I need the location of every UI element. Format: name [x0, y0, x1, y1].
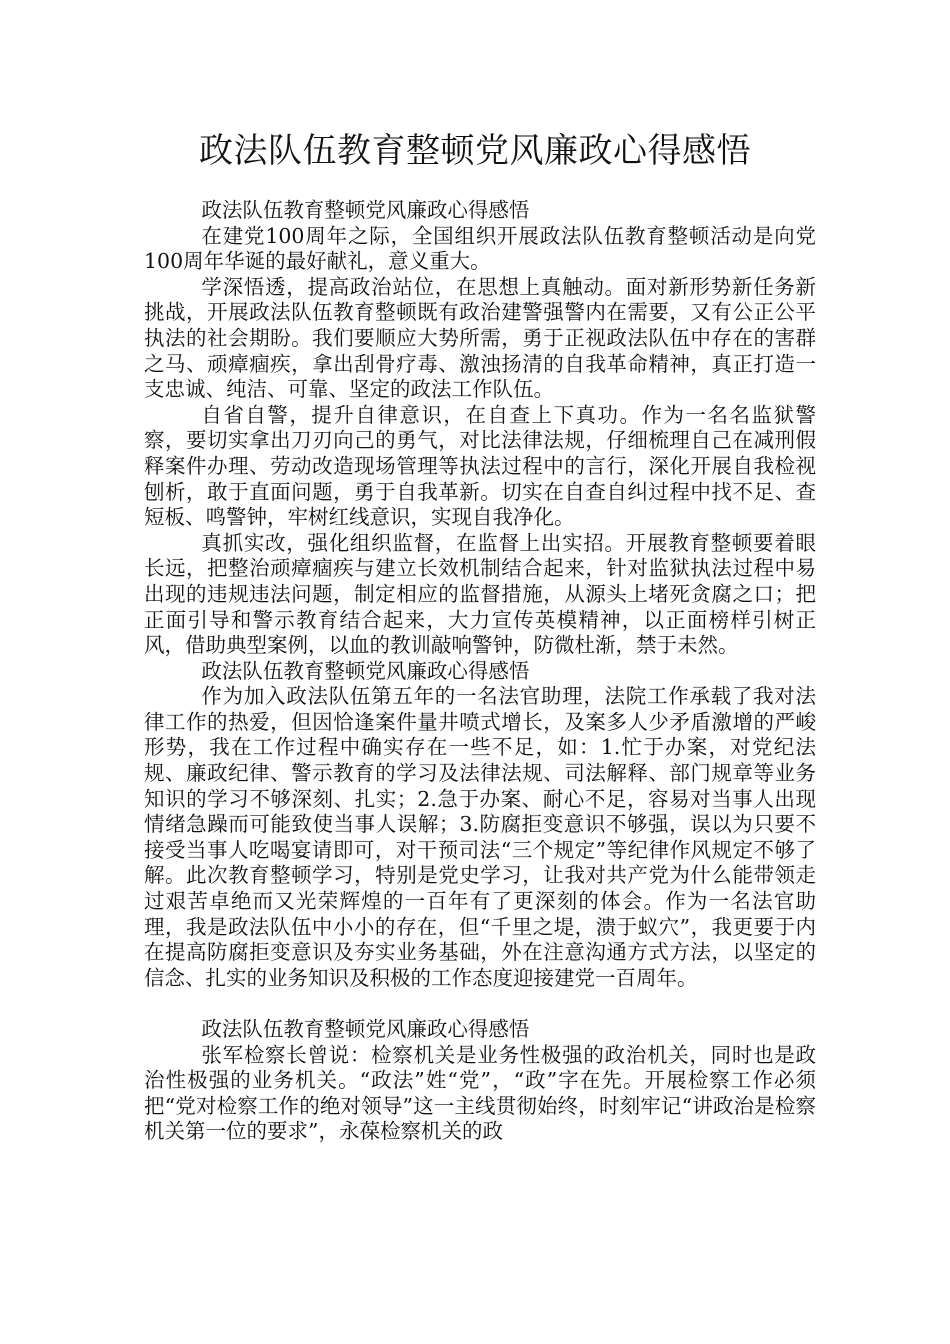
document-body — [144, 198, 816, 1145]
paragraph: 自省自警，提升自律意识，在自查上下真功。作为一名名监狱警察，要切实拿出刀刃向己的勇气，对比法律法规，仔细梳理自己在减刑假释案件办理、劳动改造现场管理等执法过程中的言行，深化开展自我检视刨析，敢于直面问题，勇于自我革新。切实在自查自纠过程中找不足、查短板、鸣警钟，牢树红线意识，实现自我净化。 — [144, 402, 816, 530]
document-title: 政法队伍教育整顿党风廉政心得感悟 — [199, 131, 751, 171]
section-heading: 政法队伍教育整顿党风廉政心得感悟 — [201, 198, 530, 222]
paragraph: 张军检察长曾说：检察机关是业务性极强的政治机关，同时也是政治性极强的业务机关。“政法”姓“党”，“政”字在先。开展检察工作必须把“党对检察工作的绝对领导”这一主线贯彻始终，时刻牢记“讲政治是检察机关第一位的要求”，永葆检察机关的政 — [144, 1042, 816, 1144]
blank-line — [144, 991, 816, 1017]
section-heading: 政法队伍教育整顿党风廉政心得感悟 — [201, 1017, 530, 1041]
paragraph: 真抓实改，强化组织监督，在监督上出实招。开展教育整顿要着眼长远，把整治顽瘴痼疾与建立长效机制结合起来，针对监狱执法过程中易出现的违规违法问题，制定相应的监督措施，从源头上堵死贪腐之口；把正面引导和警示教育结合起来，大力宣传英模精神，以正面榜样引树正风，借助典型案例，以血的教训敲响警钟，防微杜渐，禁于未然。 — [144, 530, 816, 658]
section-heading: 政法队伍教育整顿党风廉政心得感悟 — [201, 658, 530, 683]
paragraph: 作为加入政法队伍第五年的一名法官助理，法院工作承载了我对法律工作的热爱，但因恰逢案件量井喷式增长，及案多人少矛盾激增的严峻形势，我在工作过程中确实存在一些不足，如：1.忙于办案，对党纪法规、廉政纪律、警示教育的学习及法律法规、司法解释、部门规章等业务知识的学习不够深刻、扎实；2.急于办案、耐心不足，容易对当事人出现情绪急躁而可能致使当事人误解；3.防腐拒变意识不够强，误以为只要不接受当事人吃喝宴请即可，对干预司法“三个规定”等纪律作风规定不够了解。此次教育整顿学习，特别是党史学习，让我对共产党为什么能带领走过艰苦卓绝而又光荣辉煌的一百年有了更深刻的体会。作为一名法官助理，我是政法队伍中小小的存在，但“千里之堤，溃于蚁穴”，我更要于内在提高防腐拒变意识及夯实业务基础，外在注意沟通方式方法，以坚定的信念、扎实的业务知识及积极的工作态度迎接建党一百周年。 — [144, 684, 816, 990]
paragraph: 在建党100周年之际，全国组织开展政法队伍教育整顿活动是向党100周年华诞的最好献礼，意义重大。 — [144, 223, 816, 274]
paragraph: 学深悟透，提高政治站位，在思想上真触动。面对新形势新任务新挑战，开展政法队伍教育整顿既有政治建警强警内在需要，又有公正公平执法的社会期盼。我们要顺应大势所需，勇于正视政法队伍中存在的害群之马、顽瘴痼疾，拿出刮骨疗毒、激浊扬清的自我革命精神，真正打造一支忠诚、纯洁、可靠、坚定的政法工作队伍。 — [144, 274, 816, 402]
